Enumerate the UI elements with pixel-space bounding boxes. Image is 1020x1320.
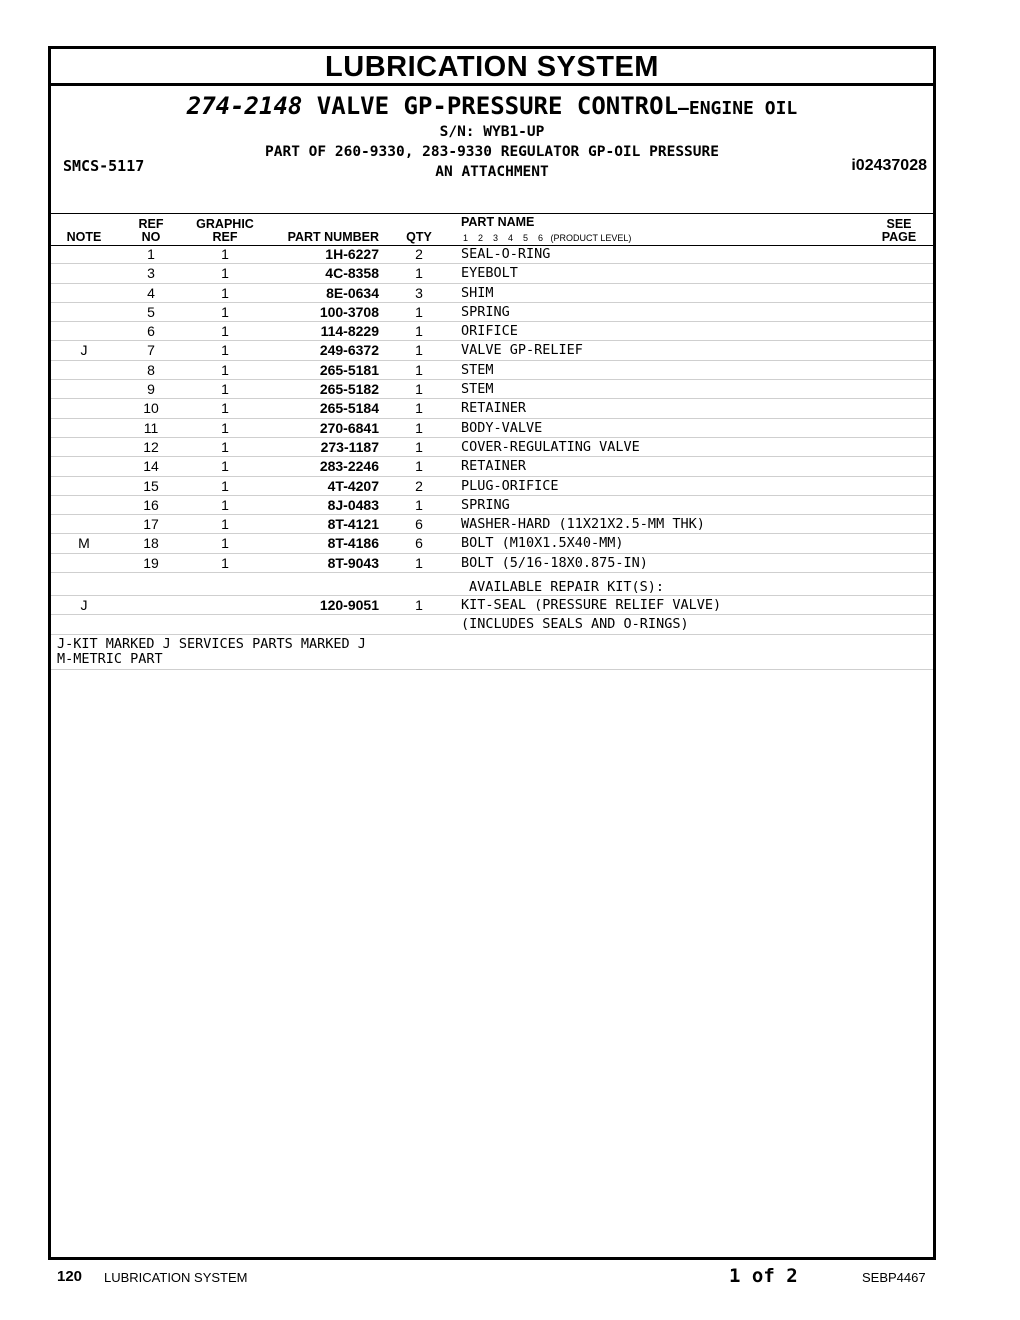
- table-row[interactable]: [51, 303, 933, 322]
- header-note: NOTE: [66, 230, 102, 244]
- note-j: J-KIT MARKED J SERVICES PARTS MARKED J: [57, 635, 366, 652]
- part-ref-no: 12: [143, 438, 159, 455]
- part-qty: 1: [415, 361, 423, 378]
- part-number[interactable]: 100-3708: [319, 303, 379, 320]
- table-row[interactable]: [51, 477, 933, 496]
- part-number[interactable]: 4C-8358: [325, 265, 379, 282]
- part-ref-no: 15: [143, 477, 159, 494]
- kit-note: J: [80, 597, 88, 614]
- table-row[interactable]: [51, 380, 933, 399]
- part-ref-no: 4: [147, 284, 155, 301]
- part-note: J: [80, 342, 88, 359]
- part-qty: 1: [415, 342, 423, 359]
- kit-part-number[interactable]: 120-9051: [319, 597, 379, 614]
- part-number[interactable]: 270-6841: [319, 419, 379, 436]
- table-row[interactable]: [51, 399, 933, 418]
- part-name: BOLT (5/16-18X0.875-IN): [461, 554, 648, 571]
- part-number[interactable]: 4T-4207: [327, 477, 379, 494]
- part-number[interactable]: 265-5182: [319, 381, 379, 398]
- part-graphic-ref: 1: [221, 246, 229, 262]
- part-name: PLUG-ORIFICE: [461, 477, 559, 494]
- part-graphic-ref: 1: [221, 438, 229, 455]
- part-graphic-ref: 1: [221, 284, 229, 301]
- document-number: SEBP4467: [862, 1270, 926, 1285]
- kit-name-continued: (INCLUDES SEALS AND O-RINGS): [461, 616, 689, 633]
- part-ref-no: 17: [143, 516, 159, 533]
- part-graphic-ref: 1: [221, 323, 229, 340]
- part-name: BODY-VALVE: [461, 419, 543, 436]
- part-name: RETAINER: [461, 400, 527, 417]
- footer-section: LUBRICATION SYSTEM: [104, 1270, 248, 1285]
- header-part-number: PART NUMBER: [287, 230, 379, 244]
- part-graphic-ref: 1: [221, 419, 229, 436]
- notes-legend: [51, 635, 933, 670]
- page-footer: [0, 1262, 1020, 1292]
- kit-row-continued: [51, 615, 933, 634]
- part-number[interactable]: 273-1187: [320, 438, 379, 455]
- part-qty: 1: [415, 265, 423, 282]
- part-ref-no: 16: [143, 496, 159, 513]
- table-row[interactable]: [51, 496, 933, 515]
- header-see-bottom: PAGE: [881, 230, 917, 244]
- header-part-name: PART NAME: [461, 215, 535, 229]
- table-row[interactable]: [51, 361, 933, 380]
- part-of-line: PART OF 260-9330, 283-9330 REGULATOR GP-OIL PRESSURE: [265, 144, 719, 160]
- part-ref-no: 7: [147, 342, 155, 359]
- part-qty: 3: [415, 284, 423, 301]
- part-number[interactable]: 1H-6227: [325, 246, 379, 262]
- table-row[interactable]: [51, 245, 933, 264]
- parts-table: [51, 245, 933, 670]
- part-number[interactable]: 8E-0634: [326, 284, 379, 301]
- part-name: COVER-REGULATING VALVE: [461, 438, 640, 455]
- table-row[interactable]: [51, 457, 933, 476]
- part-name: SHIM: [461, 284, 494, 301]
- part-qty: 1: [415, 323, 423, 340]
- part-number[interactable]: 283-2246: [319, 458, 379, 475]
- table-row[interactable]: [51, 438, 933, 457]
- part-qty: 1: [415, 381, 423, 398]
- part-graphic-ref: 1: [221, 303, 229, 320]
- part-note: M: [78, 535, 90, 552]
- part-qty: 6: [415, 535, 423, 552]
- group-title: [51, 92, 933, 120]
- part-graphic-ref: 1: [221, 342, 229, 359]
- part-name: EYEBOLT: [461, 265, 518, 282]
- table-row[interactable]: [51, 534, 933, 553]
- part-number[interactable]: 8T-9043: [327, 554, 379, 571]
- part-ref-no: 8: [147, 361, 155, 378]
- table-row[interactable]: [51, 264, 933, 283]
- part-number[interactable]: 8T-4186: [327, 535, 379, 552]
- part-number[interactable]: 265-5184: [319, 400, 379, 417]
- part-number[interactable]: 114-8229: [320, 323, 379, 340]
- attachment-line: AN ATTACHMENT: [435, 164, 549, 180]
- part-number[interactable]: 8J-0483: [327, 496, 379, 513]
- part-qty: 1: [415, 458, 423, 475]
- part-qty: 2: [415, 477, 423, 494]
- header-graphic-bottom: REF: [212, 230, 238, 244]
- part-ref-no: 5: [147, 303, 155, 320]
- part-graphic-ref: 1: [221, 535, 229, 552]
- part-name: WASHER-HARD (11X21X2.5-MM THK): [461, 516, 705, 533]
- part-ref-no: 14: [143, 458, 159, 475]
- group-header: [51, 86, 933, 182]
- table-row[interactable]: [51, 554, 933, 573]
- part-qty: 2: [415, 246, 423, 262]
- part-qty: 1: [415, 419, 423, 436]
- part-qty: 1: [415, 400, 423, 417]
- group-part-number[interactable]: 274-2148: [186, 92, 303, 120]
- part-qty: 6: [415, 516, 423, 533]
- header-product-levels: 1 2 3 4 5 6 (PRODUCT LEVEL): [463, 233, 632, 243]
- header-graphic-top: GRAPHIC: [196, 217, 254, 231]
- group-suffix: –ENGINE OIL: [678, 98, 798, 119]
- part-name: SPRING: [461, 303, 510, 320]
- part-number[interactable]: 8T-4121: [327, 516, 379, 533]
- part-ref-no: 6: [147, 323, 155, 340]
- part-number[interactable]: 249-6372: [319, 342, 379, 359]
- table-row[interactable]: [51, 419, 933, 438]
- kit-row[interactable]: [51, 596, 933, 615]
- part-number[interactable]: 265-5181: [319, 361, 379, 378]
- part-name: RETAINER: [461, 458, 527, 475]
- part-qty: 1: [415, 554, 423, 571]
- kit-qty: 1: [415, 597, 423, 614]
- smcs-code: SMCS-5117: [63, 157, 145, 175]
- kit-heading-row: [51, 573, 933, 596]
- header-ref-top: REF: [138, 217, 164, 231]
- part-ref-no: 11: [143, 419, 159, 436]
- part-name: BOLT (M10X1.5X40-MM): [461, 535, 624, 552]
- kit-name: KIT-SEAL (PRESSURE RELIEF VALVE): [461, 597, 722, 614]
- table-row[interactable]: [51, 284, 933, 303]
- part-ref-no: 9: [147, 381, 155, 398]
- table-row[interactable]: [51, 515, 933, 534]
- part-graphic-ref: 1: [221, 381, 229, 398]
- part-graphic-ref: 1: [221, 265, 229, 282]
- part-graphic-ref: 1: [221, 516, 229, 533]
- part-ref-no: 10: [143, 400, 159, 417]
- part-graphic-ref: 1: [221, 477, 229, 494]
- part-name: STEM: [461, 381, 494, 398]
- header-see-top: SEE: [886, 217, 912, 231]
- part-ref-no: 3: [147, 265, 155, 282]
- group-name: VALVE GP-PRESSURE CONTROL: [316, 92, 679, 120]
- page-count: 1 of 2: [729, 1265, 798, 1287]
- table-row[interactable]: [51, 322, 933, 341]
- part-qty: 1: [415, 438, 423, 455]
- column-headers: [51, 213, 933, 246]
- section-title: LUBRICATION SYSTEM: [51, 49, 933, 86]
- header-ref-bottom: NO: [141, 230, 161, 244]
- part-qty: 1: [415, 303, 423, 320]
- note-m: M-METRIC PART: [57, 650, 163, 667]
- table-row[interactable]: [51, 341, 933, 360]
- part-ref-no: 19: [143, 554, 159, 571]
- serial-range: S/N: WYB1-UP: [439, 124, 545, 140]
- part-ref-no: 18: [143, 535, 159, 552]
- part-graphic-ref: 1: [221, 400, 229, 417]
- parts-page-frame: [48, 46, 936, 1260]
- page-number: 120: [57, 1268, 83, 1285]
- part-graphic-ref: 1: [221, 361, 229, 378]
- illustration-id: i02437028: [851, 157, 927, 174]
- part-graphic-ref: 1: [221, 496, 229, 513]
- part-name: STEM: [461, 361, 494, 378]
- part-graphic-ref: 1: [221, 554, 229, 571]
- part-name: SEAL-O-RING: [461, 246, 551, 262]
- part-name: SPRING: [461, 496, 510, 513]
- part-qty: 1: [415, 496, 423, 513]
- part-ref-no: 1: [147, 246, 155, 262]
- part-graphic-ref: 1: [221, 458, 229, 475]
- kit-heading: AVAILABLE REPAIR KIT(S):: [469, 579, 665, 596]
- header-qty: QTY: [406, 230, 432, 244]
- part-name: VALVE GP-RELIEF: [461, 342, 583, 359]
- part-name: ORIFICE: [461, 323, 518, 340]
